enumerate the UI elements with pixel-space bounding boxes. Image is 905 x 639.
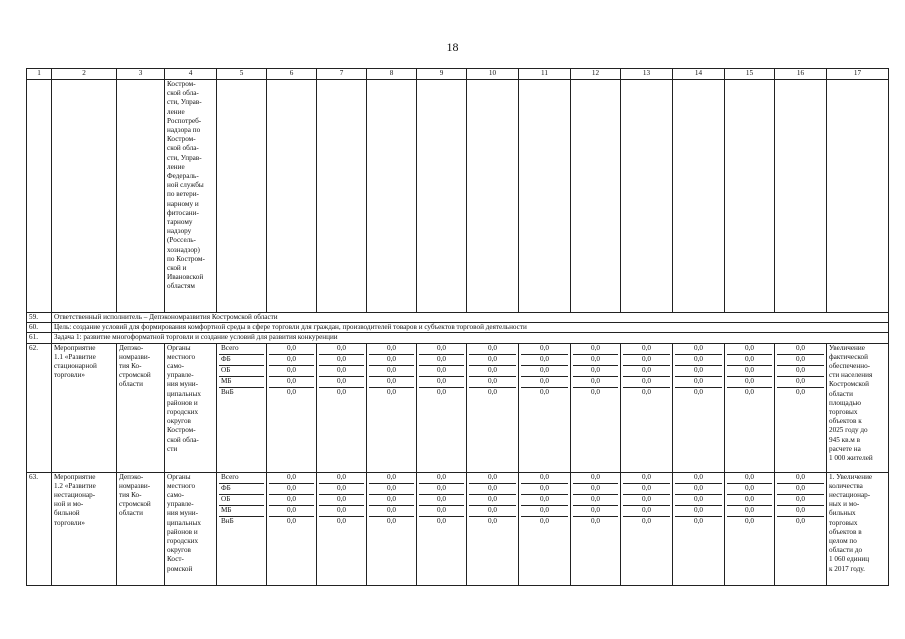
row-62-value: 0,0 — [727, 377, 772, 388]
row-62-value: 0,0 — [419, 366, 464, 377]
header-col-4: 4 — [165, 69, 217, 80]
row-62-executor-line: стромской — [119, 371, 151, 380]
row-63-value: 0,0 — [727, 495, 772, 506]
row-63-value: 0,0 — [540, 516, 549, 525]
row-63-value: 0,0 — [777, 473, 824, 484]
row-63-value: 0,0 — [369, 506, 414, 517]
continuation-participants-line: тарному — [167, 218, 193, 227]
row-61 — [27, 333, 889, 343]
row-63-value: 0,0 — [419, 473, 464, 484]
continuation-participants-line: ление — [167, 162, 185, 171]
row-62-name-line: Мероприятие — [54, 343, 96, 352]
row-63-value: 0,0 — [387, 516, 396, 525]
row-62-value: 0,0 — [387, 387, 396, 396]
row-63-result-line: количества — [829, 481, 863, 490]
row-63-participants-line: городских — [167, 537, 199, 546]
row-63-value: 0,0 — [642, 516, 651, 525]
row-62-value: 0,0 — [469, 344, 516, 355]
row-62-value: 0,0 — [675, 355, 722, 366]
row-63-value: 0,0 — [269, 484, 314, 495]
row-62-value: 0,0 — [521, 355, 568, 366]
row-63-result-line: к 2017 году. — [829, 564, 865, 573]
continuation-participants-line: нарному и — [167, 199, 199, 208]
row-62-participants-line: ципальных — [167, 389, 201, 398]
row-63-col-15 — [725, 472, 775, 585]
continuation-participants-line: сти, Управ- — [167, 153, 202, 162]
row-62-col-14 — [673, 343, 725, 472]
row-63-value: 0,0 — [777, 484, 824, 495]
row-63-participants — [165, 472, 217, 585]
header-col-5: 5 — [217, 69, 267, 80]
row-63-value: 0,0 — [521, 495, 568, 506]
row-63-col-11 — [519, 472, 571, 585]
row-62-value: 0,0 — [777, 344, 824, 355]
row-62-value: 0,0 — [521, 377, 568, 388]
row-63-value: 0,0 — [319, 495, 364, 506]
row-62-participants — [165, 343, 217, 472]
row-63-value: 0,0 — [591, 516, 600, 525]
row-63-participants-line: округов — [167, 546, 191, 555]
row-63-executor — [117, 472, 165, 585]
header-col-2: 2 — [52, 69, 117, 80]
row-62-value: 0,0 — [419, 344, 464, 355]
row-63-participants-line: само- — [167, 491, 185, 500]
row-63-col-8 — [367, 472, 417, 585]
row-63-source-label: ФБ — [219, 484, 264, 495]
row-62-col-12 — [571, 343, 621, 472]
row-62-value: 0,0 — [573, 366, 618, 377]
row-63-value: 0,0 — [521, 473, 568, 484]
continuation-participants-line: хознадзор) — [167, 245, 200, 254]
row-63-col-6 — [267, 472, 317, 585]
row-63-result-line: целом по — [829, 537, 857, 546]
row-60-num: 60. — [27, 323, 52, 333]
row-62-value: 0,0 — [573, 344, 618, 355]
row-62-col-6 — [267, 343, 317, 472]
row-62-participants-line: сти — [167, 444, 178, 453]
row-62-value: 0,0 — [337, 387, 346, 396]
row-63-value: 0,0 — [573, 495, 618, 506]
row-63-value: 0,0 — [469, 506, 516, 517]
header-col-16: 16 — [775, 69, 827, 80]
header-row — [27, 69, 889, 80]
row-62-value: 0,0 — [269, 344, 314, 355]
row-62-value: 0,0 — [319, 355, 364, 366]
row-62-value: 0,0 — [369, 344, 414, 355]
row-62-result-line: торговых — [829, 408, 858, 417]
row-62-col-9 — [417, 343, 467, 472]
row-62-participants-line: управле- — [167, 371, 194, 380]
continuation-participants-line: ской обла- — [167, 89, 199, 98]
row-63-value: 0,0 — [727, 484, 772, 495]
row-62-source-label: Всего — [219, 344, 264, 355]
header-col-6: 6 — [267, 69, 317, 80]
row-63-value: 0,0 — [319, 506, 364, 517]
row-62-result-line: площадью — [829, 398, 862, 407]
row-62-col-15 — [725, 343, 775, 472]
row-62-value: 0,0 — [437, 387, 446, 396]
row-63-value: 0,0 — [369, 484, 414, 495]
row-62-participants-line: ской обла- — [167, 435, 199, 444]
continuation-participants-line: Костром- — [167, 135, 196, 144]
row-63-source-label: Всего — [219, 473, 264, 484]
row-61-num: 61. — [27, 333, 52, 343]
row-62-value: 0,0 — [540, 387, 549, 396]
row-62-participants-line: Костром- — [167, 426, 196, 435]
row-63-result-line: 1 060 единиц — [829, 555, 870, 564]
row-63-value: 0,0 — [437, 516, 446, 525]
row-62-value: 0,0 — [521, 344, 568, 355]
row-61-text: Задача 1: развитие многоформатной торговли и создание условий для развития конкуренции — [52, 333, 889, 343]
row-63-value: 0,0 — [573, 473, 618, 484]
row-63-value: 0,0 — [727, 473, 772, 484]
row-62-value: 0,0 — [642, 387, 651, 396]
row-62 — [27, 343, 889, 472]
row-62-value: 0,0 — [521, 366, 568, 377]
row-63-col-13 — [621, 472, 673, 585]
row-63-result-line: ных и мо- — [829, 500, 860, 509]
row-63-executor-line: тия Ко- — [119, 491, 142, 500]
row-62-col-11 — [519, 343, 571, 472]
row-63-name — [52, 472, 117, 585]
row-62-participants-line: районов и — [167, 398, 198, 407]
row-62-value: 0,0 — [675, 377, 722, 388]
row-62-sources — [217, 343, 267, 472]
row-60 — [27, 323, 889, 333]
row-63-value: 0,0 — [623, 506, 670, 517]
row-62-value: 0,0 — [675, 344, 722, 355]
header-col-17: 17 — [827, 69, 889, 80]
row-62-participants-line: местного — [167, 352, 196, 361]
row-62-result-line: Увеличение — [829, 343, 865, 352]
row-62-value: 0,0 — [727, 366, 772, 377]
row-63-participants-line: Кост- — [167, 555, 184, 564]
row-63-value: 0,0 — [419, 506, 464, 517]
row-62-value: 0,0 — [269, 377, 314, 388]
row-63-value: 0,0 — [287, 516, 296, 525]
row-62-name-line: 1.1 «Развитие — [54, 352, 96, 361]
row-62-value: 0,0 — [469, 366, 516, 377]
continuation-participants-line: Костром- — [167, 80, 196, 88]
row-62-value: 0,0 — [777, 377, 824, 388]
row-63-name-line: Мероприятие — [54, 472, 96, 481]
header-col-3: 3 — [117, 69, 165, 80]
row-63-result-line: объектов в — [829, 527, 862, 536]
row-63-value: 0,0 — [521, 506, 568, 517]
row-62-value: 0,0 — [623, 366, 670, 377]
row-62-result-line: фактической — [829, 352, 868, 361]
row-63-sources — [217, 472, 267, 585]
row-63-value: 0,0 — [745, 516, 754, 525]
header-col-9: 9 — [417, 69, 467, 80]
row-59-text: Ответственный исполнитель – Депэкономразвития Костромской области — [52, 313, 889, 323]
row-62-executor-line: номразви- — [119, 352, 151, 361]
row-62-value: 0,0 — [623, 377, 670, 388]
continuation-participants-line: Ивановской — [167, 273, 204, 282]
continuation-participants-line: Федераль- — [167, 172, 199, 181]
row-63-col-16 — [775, 472, 827, 585]
row-62-value: 0,0 — [319, 366, 364, 377]
row-62-value: 0,0 — [319, 377, 364, 388]
row-63-value: 0,0 — [319, 473, 364, 484]
row-62-result — [827, 343, 889, 472]
row-62-result-line: объектов к — [829, 417, 862, 426]
row-63-value: 0,0 — [319, 484, 364, 495]
row-63-value: 0,0 — [573, 506, 618, 517]
row-62-result-line: 1 000 жителей — [829, 454, 873, 463]
row-63-num: 63. — [27, 472, 52, 585]
row-63-participants-line: ния муни- — [167, 509, 199, 518]
continuation-participants-line: (Россель- — [167, 236, 196, 245]
row-63-source-label: МБ — [219, 506, 264, 517]
row-62-num: 62. — [27, 343, 52, 472]
row-63-value: 0,0 — [623, 495, 670, 506]
row-59 — [27, 313, 889, 323]
row-63-participants-line: управле- — [167, 500, 194, 509]
continuation-participants-line: фитосани- — [167, 208, 199, 217]
row-63-value: 0,0 — [419, 484, 464, 495]
row-62-value: 0,0 — [469, 355, 516, 366]
continuation-participants-line: ление — [167, 107, 185, 116]
row-63-name-line: ной и мо- — [54, 500, 84, 509]
program-table — [26, 68, 889, 586]
row-62-result-line: расчете на — [829, 444, 861, 453]
row-62-value: 0,0 — [675, 366, 722, 377]
row-62-value: 0,0 — [623, 344, 670, 355]
row-63-participants-line: ромской — [167, 564, 193, 573]
row-63-value: 0,0 — [469, 495, 516, 506]
row-62-name — [52, 343, 117, 472]
row-63-value: 0,0 — [727, 506, 772, 517]
row-62-participants-line: само- — [167, 362, 185, 371]
row-62-participants-line: городских — [167, 408, 199, 417]
row-62-executor-line: области — [119, 380, 144, 389]
row-63-value: 0,0 — [573, 484, 618, 495]
row-63-value: 0,0 — [694, 516, 703, 525]
continuation-participants-line: ской и — [167, 264, 187, 273]
row-62-source-label: ФБ — [219, 355, 264, 366]
header-col-11: 11 — [519, 69, 571, 80]
continuation-participants-line: надзору — [167, 227, 192, 236]
row-63-participants-line: Органы — [167, 472, 191, 481]
header-col-14: 14 — [673, 69, 725, 80]
row-63-executor-line: области — [119, 509, 144, 518]
row-63-value: 0,0 — [269, 495, 314, 506]
continuation-participants-line: областям — [167, 282, 195, 291]
row-63-executor-line: Депэко- — [119, 472, 144, 481]
header-col-15: 15 — [725, 69, 775, 80]
row-62-executor-line: тия Ко- — [119, 362, 142, 371]
header-col-13: 13 — [621, 69, 673, 80]
row-63-value: 0,0 — [469, 473, 516, 484]
row-63-result-line: области до — [829, 546, 863, 555]
row-63-result-line: 1. Увеличение — [829, 472, 873, 481]
row-63-value: 0,0 — [469, 484, 516, 495]
page-number: 18 — [446, 40, 459, 54]
row-63-value: 0,0 — [369, 495, 414, 506]
continuation-participants-line: по Костром- — [167, 254, 205, 263]
row-63-result — [827, 472, 889, 585]
continuation-participants-line: по ветери- — [167, 190, 199, 199]
row-63-value: 0,0 — [675, 506, 722, 517]
header-col-7: 7 — [317, 69, 367, 80]
row-63-name-line: торговли» — [54, 518, 85, 527]
row-62-result-line: 945 кв.м в — [829, 435, 860, 444]
row-63-value: 0,0 — [675, 484, 722, 495]
row-63-col-9 — [417, 472, 467, 585]
row-62-participants-line: ния муни- — [167, 380, 199, 389]
row-62-col-10 — [467, 343, 519, 472]
row-63-col-12 — [571, 472, 621, 585]
row-62-value: 0,0 — [623, 355, 670, 366]
row-62-col-8 — [367, 343, 417, 472]
row-62-source-label: МБ — [219, 377, 264, 388]
row-62-result-line: области — [829, 389, 854, 398]
row-60-text: Цель: создание условий для формирования комфортной среды в сфере торговли для граждан, производителей товаров и субъектов торговой деятельности — [52, 323, 889, 333]
row-62-value: 0,0 — [573, 355, 618, 366]
row-63-col-10 — [467, 472, 519, 585]
row-62-result-line: обеспеченно- — [829, 362, 871, 371]
row-62-executor — [117, 343, 165, 472]
row-63-executor-line: стромской — [119, 500, 151, 509]
row-63-value: 0,0 — [675, 473, 722, 484]
row-62-value: 0,0 — [727, 344, 772, 355]
row-62-value: 0,0 — [488, 387, 497, 396]
continuation-participants-line: надзора по — [167, 126, 201, 135]
row-63-result-line: торговых — [829, 518, 858, 527]
row-63-name-line: бильной — [54, 509, 80, 518]
row-62-col-16 — [775, 343, 827, 472]
row-62-value: 0,0 — [727, 355, 772, 366]
row-62-value: 0,0 — [573, 377, 618, 388]
row-62-value: 0,0 — [591, 387, 600, 396]
continuation-participants-line: сти, Управ- — [167, 98, 202, 107]
row-63-value: 0,0 — [623, 484, 670, 495]
row-62-value: 0,0 — [777, 355, 824, 366]
row-63-value: 0,0 — [419, 495, 464, 506]
row-63-value: 0,0 — [269, 506, 314, 517]
row-63-source-label: ВнБ — [221, 516, 234, 525]
header-col-1: 1 — [27, 69, 52, 80]
row-63-name-line: нестационар- — [54, 491, 96, 500]
row-62-result-line: Костромской — [829, 380, 869, 389]
continuation-participants-line: ской обла- — [167, 144, 199, 153]
continuation-row — [27, 80, 889, 313]
row-62-value: 0,0 — [369, 355, 414, 366]
row-63-result-line: нестационар- — [829, 491, 871, 500]
row-63-value: 0,0 — [488, 516, 497, 525]
row-62-value: 0,0 — [269, 355, 314, 366]
header-col-10: 10 — [467, 69, 519, 80]
row-63-value: 0,0 — [623, 473, 670, 484]
row-62-result-line: 2025 году до — [829, 426, 868, 435]
row-63-value: 0,0 — [369, 473, 414, 484]
row-63 — [27, 472, 889, 585]
row-63-value: 0,0 — [777, 506, 824, 517]
row-62-value: 0,0 — [796, 387, 805, 396]
row-62-value: 0,0 — [287, 387, 296, 396]
row-63-value: 0,0 — [269, 473, 314, 484]
header-col-8: 8 — [367, 69, 417, 80]
row-62-value: 0,0 — [694, 387, 703, 396]
row-62-col-7 — [317, 343, 367, 472]
row-63-participants-line: ципальных — [167, 518, 201, 527]
row-63-name-line: 1.2 «Развитие — [54, 481, 96, 490]
row-63-participants-line: местного — [167, 481, 196, 490]
row-62-value: 0,0 — [369, 366, 414, 377]
row-62-source-label: ОБ — [219, 366, 264, 377]
row-62-name-line: стационарной — [54, 362, 97, 371]
row-62-value: 0,0 — [469, 377, 516, 388]
row-63-value: 0,0 — [337, 516, 346, 525]
row-62-value: 0,0 — [419, 355, 464, 366]
row-62-value: 0,0 — [369, 377, 414, 388]
row-62-value: 0,0 — [319, 344, 364, 355]
row-63-value: 0,0 — [521, 484, 568, 495]
row-63-value: 0,0 — [777, 495, 824, 506]
row-59-num: 59. — [27, 313, 52, 323]
row-63-col-14 — [673, 472, 725, 585]
continuation-participants — [165, 80, 217, 313]
row-62-name-line: торговли» — [54, 371, 85, 380]
row-63-value: 0,0 — [675, 495, 722, 506]
row-62-value: 0,0 — [419, 377, 464, 388]
row-62-col-13 — [621, 343, 673, 472]
continuation-participants-line: Роспотреб- — [167, 116, 202, 125]
row-62-participants-line: Органы — [167, 343, 191, 352]
row-63-value: 0,0 — [796, 516, 805, 525]
row-62-executor-line: Депэко- — [119, 343, 144, 352]
row-63-source-label: ОБ — [219, 495, 264, 506]
continuation-participants-line: ной службы — [167, 181, 204, 190]
row-62-value: 0,0 — [745, 387, 754, 396]
row-62-participants-line: округов — [167, 417, 191, 426]
row-62-value: 0,0 — [777, 366, 824, 377]
row-62-source-label: ВнБ — [221, 387, 234, 396]
row-62-value: 0,0 — [269, 366, 314, 377]
row-63-participants-line: районов и — [167, 527, 198, 536]
row-62-result-line: сти населения — [829, 371, 873, 380]
row-63-result-line: бильных — [829, 509, 856, 518]
row-63-col-7 — [317, 472, 367, 585]
header-col-12: 12 — [571, 69, 621, 80]
row-63-executor-line: номразви- — [119, 481, 151, 490]
